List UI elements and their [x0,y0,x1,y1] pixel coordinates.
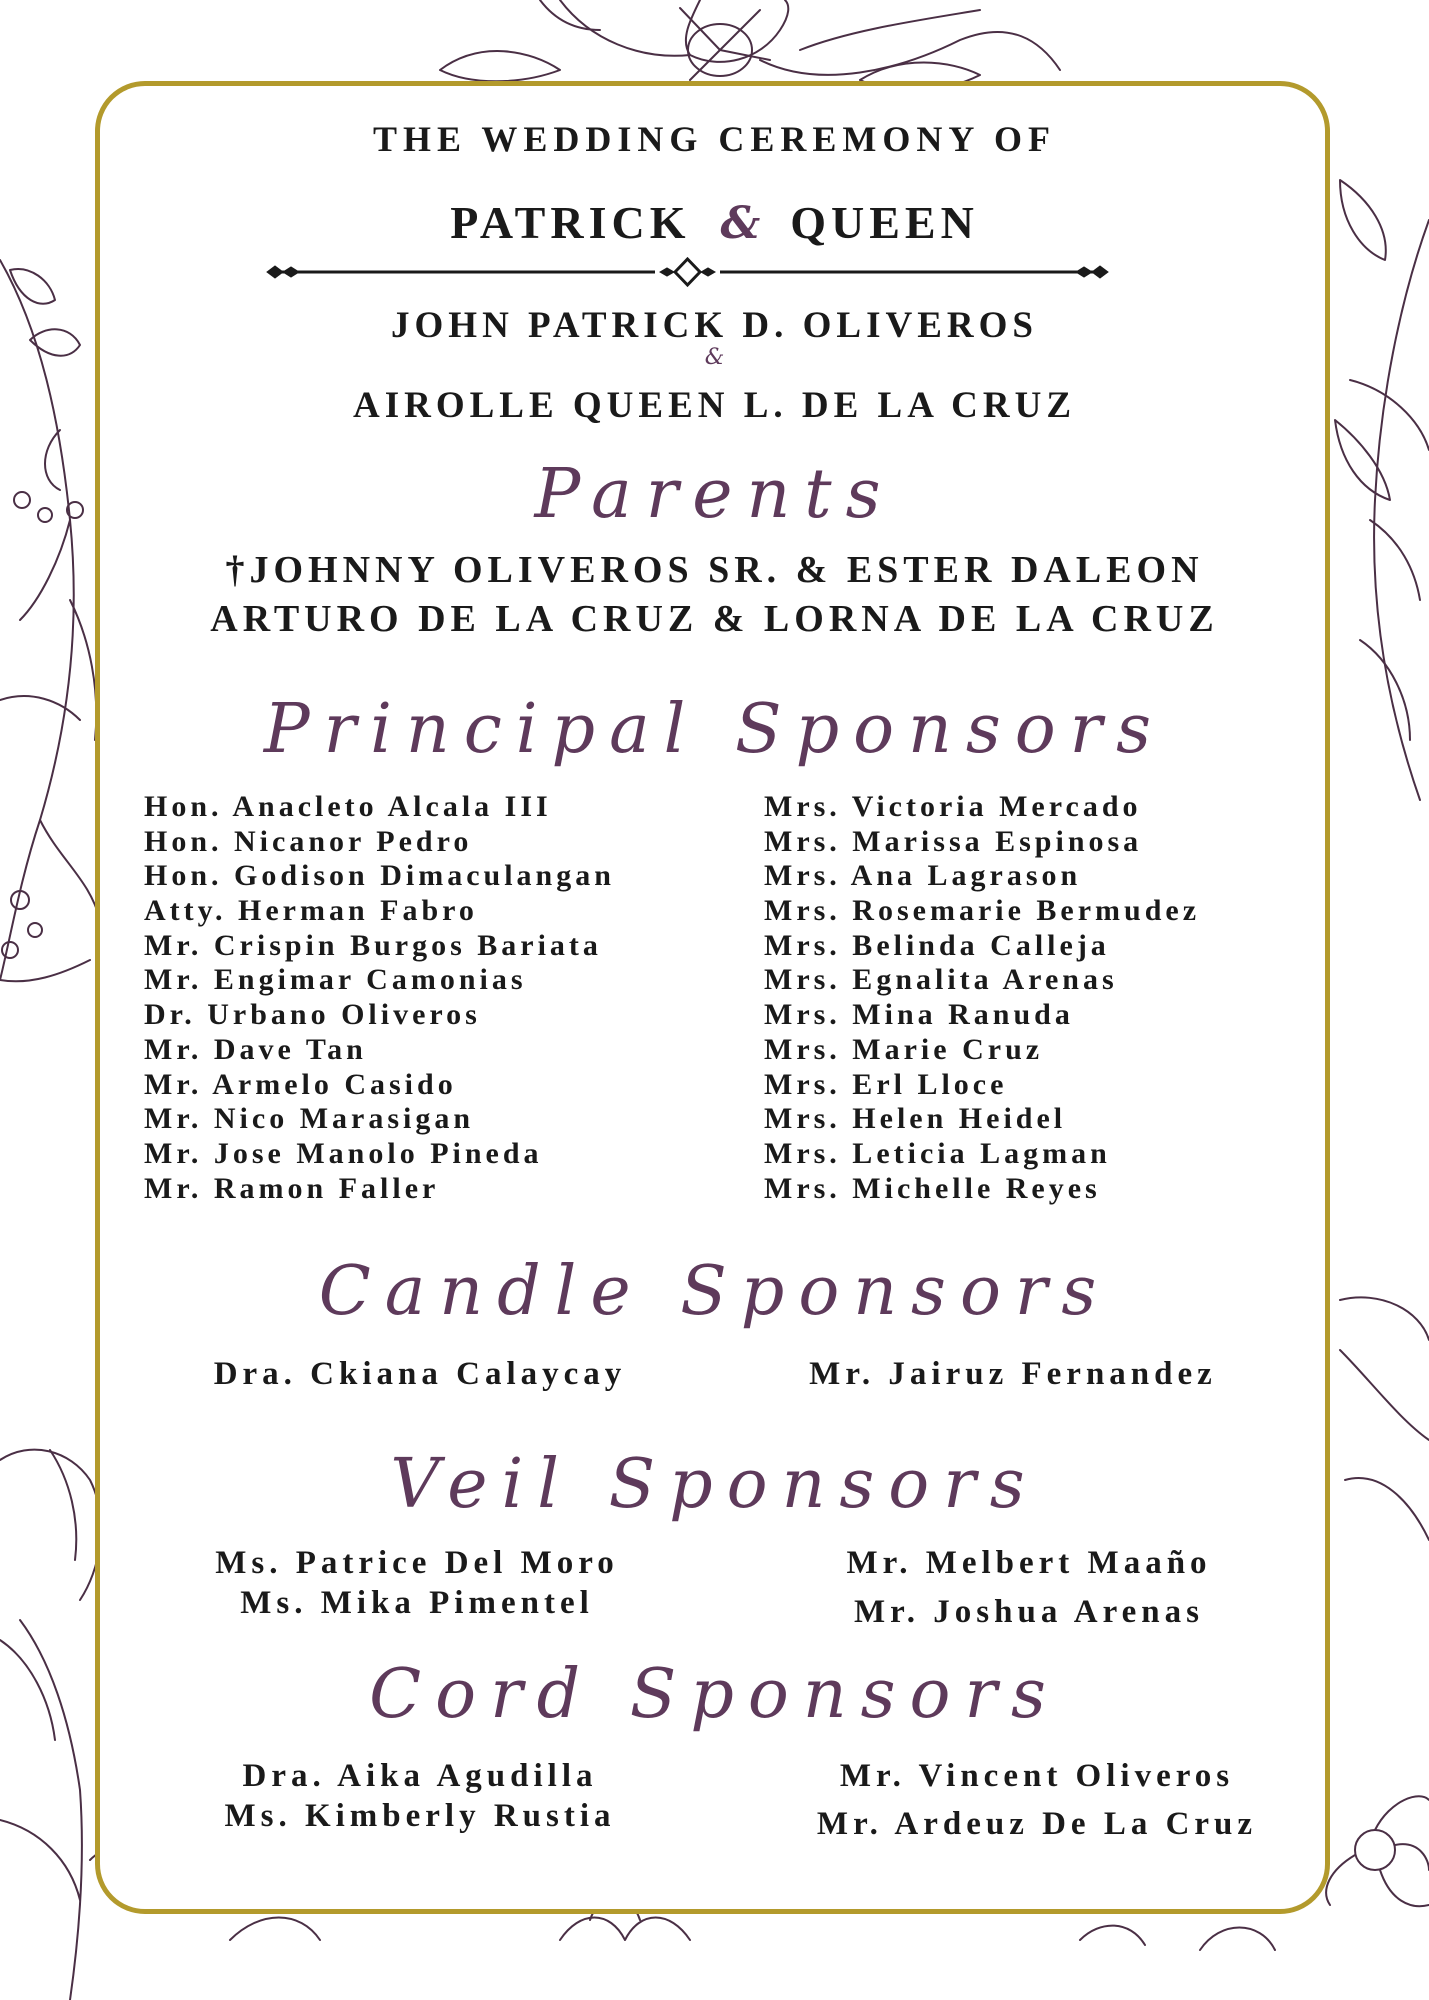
sponsor-name: Mrs. Marissa Espinosa [764,824,1143,858]
principal-sponsors-left-column [144,790,615,1206]
top-flower-illustration [440,0,1060,91]
sponsor-name: Mrs. Erl Lloce [764,1067,1008,1101]
sponsor-name: Mrs. Victoria Mercado [764,790,1142,823]
sponsor-name: Mrs. Rosemarie Bermudez [764,894,1201,928]
couple-short-names [0,196,1429,249]
couple-ampersand: & [720,198,761,249]
sponsor-name: Hon. Nicanor Pedro [144,824,473,858]
cord-sponsor: Dra. Aika Agudilla [242,1758,598,1794]
names-ampersand: & [704,345,725,370]
sponsor-name: Mr. Ramon Faller [144,1171,440,1205]
bride-full-name: AIROLLE QUEEN L. DE LA CRUZ [352,385,1076,426]
sponsor-name: Mrs. Egnalita Arenas [764,963,1118,997]
groom-parents [0,548,1429,592]
candle-sponsors-heading: Candle Sponsors [318,1252,1111,1331]
right-vine-illustration [1326,180,1429,1906]
veil-sponsors-heading: Veil Sponsors [390,1445,1039,1524]
veil-sponsor: Ms. Patrice Del Moro [215,1545,619,1581]
cord-sponsor: Mr. Ardeuz De La Cruz [816,1806,1258,1842]
bride-short-name: QUEEN [790,197,979,248]
sponsor-name: Mrs. Leticia Lagman [764,1136,1111,1170]
bride-parents: ARTURO DE LA CRUZ & LORNA DE LA CRUZ [210,598,1219,640]
sponsor-name: Mr. Crispin Burgos Bariata [144,928,602,962]
sponsor-name: Mrs. Marie Cruz [764,1032,1044,1066]
principal-sponsors-heading: Principal Sponsors [263,690,1166,769]
sponsor-name: Mr. Dave Tan [144,1032,367,1066]
sponsor-name: Hon. Anacleto Alcala III [144,790,552,823]
candle-sponsor-right: Mr. Jairuz Fernandez [809,1356,1217,1392]
sponsor-name: Mr. Nico Marasigan [144,1102,475,1136]
sponsor-name: Mr. Jose Manolo Pineda [144,1136,543,1170]
veil-sponsor: Mr. Melbert Maaño [846,1545,1212,1581]
sponsor-name: Mrs. Mina Ranuda [764,998,1074,1032]
parents-heading: Parents [534,455,895,534]
sponsor-name: Atty. Herman Fabro [144,894,478,928]
principal-sponsors-right-column [764,790,1200,1206]
cord-sponsors-heading: Cord Sponsors [369,1655,1060,1734]
groom-parents-names: JOHNNY OLIVEROS SR. & ESTER DALEON [249,549,1204,591]
sponsor-name: Mr. Engimar Camonias [144,963,527,997]
veil-sponsor: Mr. Joshua Arenas [854,1594,1204,1630]
sponsor-name: Mrs. Helen Heidel [764,1102,1067,1136]
sponsor-name: Mrs. Ana Lagrason [764,859,1082,893]
cord-sponsor: Mr. Vincent Oliveros [839,1758,1235,1794]
sponsor-name: Mrs. Michelle Reyes [764,1171,1101,1205]
ceremony-title: THE WEDDING CEREMONY OF [372,119,1057,159]
groom-full-name: JOHN PATRICK D. OLIVEROS [391,305,1038,346]
veil-sponsor: Ms. Mika Pimentel [240,1585,594,1621]
sponsor-name: Mr. Armelo Casido [144,1067,457,1101]
groom-short-name: PATRICK [450,197,691,248]
candle-sponsor-left: Dra. Ckiana Calaycay [213,1356,627,1392]
deceased-cross-icon: † [225,549,250,591]
cord-sponsor: Ms. Kimberly Rustia [224,1798,616,1834]
ornamental-divider [265,256,1110,288]
sponsor-name: Mrs. Belinda Calleja [764,928,1110,962]
sponsor-name: Dr. Urbano Oliveros [144,998,481,1032]
sponsor-name: Hon. Godison Dimaculangan [144,859,615,893]
